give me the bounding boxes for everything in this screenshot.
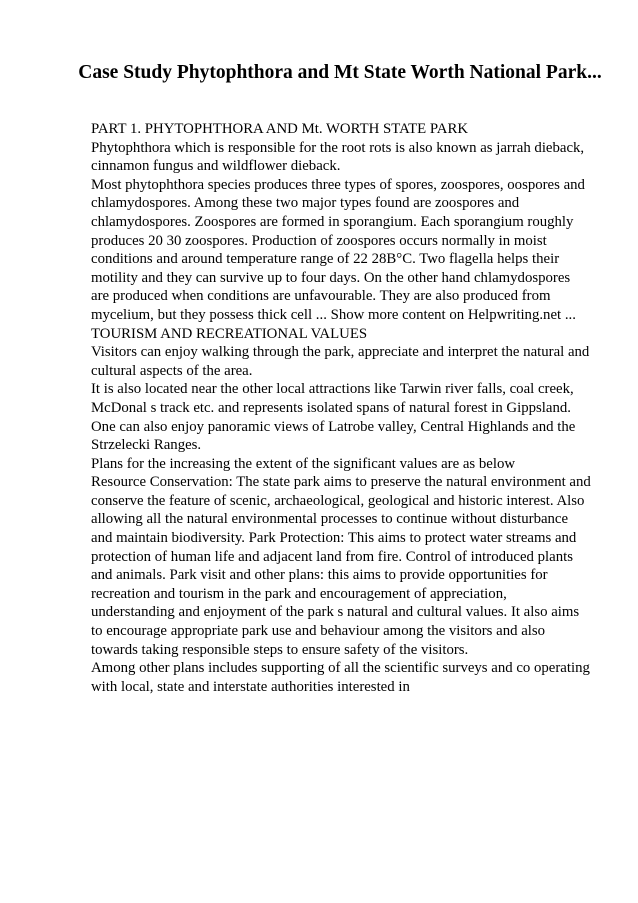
paragraph: Most phytophthora species produces three types of spores, zoospores, oospores and chlamydospores. Among these two major types found are zoospores and chlamydospores. Zoospores are formed in sporangium. Each sporangium roughly produces 20 30 zoospores. Production of zoospores occurs normally in moist conditions and around temperature range of 22 28B°C. Two flagella helps their motility and they can survive up to four days. On the other hand chlamydospores are produced when conditions are unfavourable. They are also produced from mycelium, but they possess thick cell ... Show more content on Helpwriting.net ... — [91, 176, 585, 323]
section-heading-tourism: TOURISM AND RECREATIONAL VALUES — [91, 325, 368, 342]
paragraph: It is also located near the other local attractions like Tarwin river falls, coal creek, McDonal s track etc. and represents isolated spans of natural forest in Gippsland. One can also enjoy panoramic views of Latrobe valley, Central Highlands and the Strzelecki Ranges. — [91, 381, 576, 454]
paragraph: Resource Conservation: The state park aims to preserve the natural environment and conserve the feature of scenic, archaeological, geological and historic interest. Also allowing all the natural environmental processes to continue without disturbance and maintain biodiversity. Park Protection: This aims to protect water streams and protection of human life and adjacent land from fire. Control of introduced plants and animals. Park visit and other plans: this aims to provide opportunities for recreation and tourism in the park and encouragement of appreciation, understanding and enjoyment of the park s natural and cultural values. It also aims to encourage appropriate park use and behaviour among the visitors and also towards taking responsible steps to ensure safety of the visitors. — [91, 474, 591, 658]
paragraph: Phytophthora which is responsible for the root rots is also known as jarrah dieback, cinnamon fungus and wildflower dieback. — [91, 139, 585, 175]
paragraph: Visitors can enjoy walking through the park, appreciate and interpret the natural and cultural aspects of the area. — [91, 344, 590, 379]
paragraph: Among other plans includes supporting of all the scientific surveys and co operating with local, state and interstate authorities interested in — [91, 660, 590, 695]
document-body — [91, 120, 591, 696]
paragraph: Plans for the increasing the extent of the significant values are as below — [91, 455, 516, 472]
section-heading-part-1: PART 1. PHYTOPHTHORA AND Mt. WORTH STATE PARK — [91, 121, 469, 137]
document-title: Case Study Phytophthora and Mt State Worth National Park... — [78, 62, 602, 83]
